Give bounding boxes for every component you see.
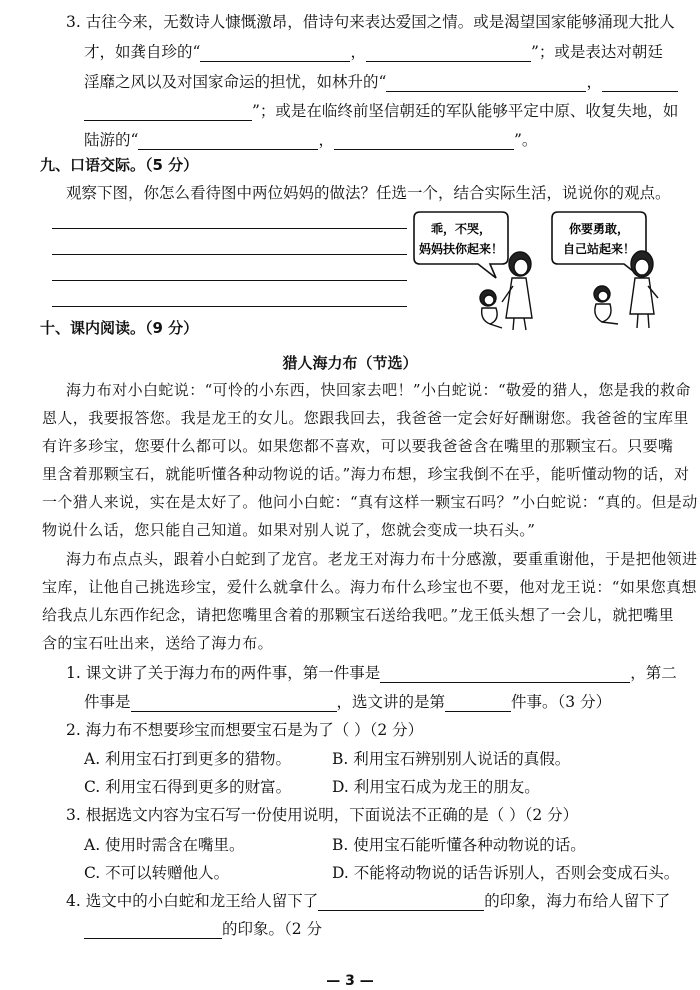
answer-blank[interactable]	[131, 694, 337, 712]
passage-line: 宝库，让他自己挑选珍宝，爱什么就拿什么。海力布什么珍宝也不要，他对龙王说：“如果您真想	[42, 578, 697, 596]
q3-text: 淫靡之风以及对国家命运的担忧，如林升的“	[84, 73, 387, 91]
q3-option-a[interactable]: A. 使用时需含在嘴里。	[84, 836, 245, 854]
writing-line[interactable]	[52, 254, 407, 255]
section-10-heading: 十、课内阅读。（9 分）	[40, 319, 199, 337]
question-text: 1. 课文讲了关于海力布的两件事，第一件事是	[66, 664, 381, 682]
passage-line: 一个猎人来说，实在是太好了。他问小白蛇：“真有这样一颗宝石吗？”小白蛇说：“真的。但是动	[42, 493, 698, 511]
page-number: — 3 —	[326, 973, 374, 989]
question-text: 4. 选文中的小白蛇和龙王给人留下了	[66, 892, 319, 910]
q3-text: ”；或是在临终前坚信朝廷的军队能够平定中原、收复失地，如	[252, 102, 679, 120]
question-text: ，第二	[630, 664, 677, 682]
q3-option-b[interactable]: B. 使用宝石能听懂各种动物说的话。	[332, 836, 586, 854]
question-4-line-1	[66, 891, 700, 911]
bubble-text: 妈妈扶你起来！	[418, 242, 504, 256]
writing-line[interactable]	[52, 306, 407, 307]
answer-blank[interactable]	[200, 44, 350, 62]
question-3: 3. 根据选文内容为宝石写一份使用说明，下面说法不正确的是（ ）（2 分）	[66, 806, 579, 824]
bubble-text: 乖，不哭，	[430, 222, 492, 236]
answer-blank[interactable]	[602, 74, 678, 92]
question-text: 件事。（3 分）	[511, 693, 612, 711]
speech-bubble-left	[414, 212, 508, 278]
answer-blank[interactable]	[318, 893, 484, 911]
question-1-line-2	[84, 692, 700, 712]
question-2: 2. 海力布不想要珍宝而想要宝石是为了（ ）（2 分）	[66, 721, 424, 739]
q2-option-c[interactable]: C. 利用宝石得到更多的财富。	[84, 778, 292, 796]
passage-line: 里含着那颗宝石，就能听懂各种动物说的话。”海力布想，珍宝我倒不在乎，能听懂动物的话，对	[42, 465, 690, 483]
question-text: 的印象，海力布给人留下了	[484, 892, 671, 910]
q3-text: ，	[586, 73, 602, 91]
question-text: 的印象。（2 分	[222, 920, 323, 938]
passage-title: 猎人海力布（节选）	[282, 354, 418, 372]
q3-option-d[interactable]: D. 不能将动物说的话告诉别人，否则会变成石头。	[332, 864, 680, 882]
q3-text: ，	[318, 131, 334, 149]
passage-line: 海力布对小白蛇说：“可怜的小东西，快回家去吧！”小白蛇说：“敬爱的猎人，您是我的救命	[66, 381, 691, 399]
mother-right-figure	[630, 251, 658, 328]
q3-option-c[interactable]: C. 不可以转赠他人。	[84, 864, 230, 882]
bubble-text: 自己站起来！	[562, 242, 636, 256]
bubble-text: 你要勇敢，	[568, 222, 630, 236]
answer-blank[interactable]	[445, 694, 511, 712]
passage-line: 海力布点点头，跟着小白蛇到了龙宫。老龙王对海力布十分感激，要重重谢他，于是把他领进	[66, 550, 698, 568]
q3-line-1	[66, 12, 700, 32]
q3-line-3	[84, 72, 700, 92]
question-4-line-2	[84, 919, 700, 939]
section-9-heading: 九、口语交际。（5 分）	[40, 156, 199, 174]
answer-blank[interactable]	[386, 74, 586, 92]
passage-line: 含的宝石吐出来，送给了海力布。	[42, 634, 274, 652]
q3-line-4	[84, 101, 700, 121]
answer-blank[interactable]	[84, 103, 252, 121]
answer-blank[interactable]	[366, 44, 531, 62]
q2-option-d[interactable]: D. 利用宝石成为龙王的朋友。	[332, 778, 540, 796]
writing-line[interactable]	[52, 228, 407, 229]
q3-text: ”；或是表达对朝廷	[530, 43, 663, 61]
q2-option-b[interactable]: B. 利用宝石辨别别人说话的真假。	[332, 750, 571, 768]
q3-text: 才，如龚自珍的“	[84, 43, 201, 61]
section-9-prompt: 观察下图，你怎么看待图中两位妈妈的做法？任选一个，结合实际生活，说说你的观点。	[66, 184, 671, 202]
question-1-line-1	[66, 663, 700, 683]
q3-text: 3. 古往今来，无数诗人慷慨激昂，借诗句来表达爱国之情。或是渴望国家能够涌现大批人	[66, 13, 675, 31]
q3-text: 陆游的“	[84, 131, 139, 149]
passage-line: 有许多珍宝，您要什么都可以。如果您都不喜欢，可以要我爸爸含在嘴里的那颗宝石。只要嘴	[42, 437, 674, 455]
question-text: 件事是	[84, 693, 131, 711]
passage-line: 物说什么话，您只能自己知道。如果对别人说了，您就会变成一块石头。”	[42, 521, 536, 539]
q2-option-a[interactable]: A. 利用宝石打到更多的猎物。	[84, 750, 292, 768]
q3-line-5	[84, 130, 700, 150]
passage-line: 恩人，我要报答您。我是龙王的女儿。您跟我回去，我爸爸一定会好好酬谢您。我爸爸的宝库里	[42, 409, 689, 427]
answer-blank[interactable]	[380, 665, 630, 683]
writing-line[interactable]	[52, 280, 407, 281]
q3-text: ，	[350, 43, 366, 61]
answer-blank[interactable]	[334, 132, 514, 150]
passage-line: 给我点儿东西作纪念，请把您嘴里含着的那颗宝石送给我吧。”龙王低头想了一会儿，就把嘴里	[42, 606, 674, 624]
answer-blank[interactable]	[138, 132, 318, 150]
mothers-illustration	[410, 206, 672, 334]
question-text: ，选文讲的是第	[336, 693, 446, 711]
q3-text: ”。	[513, 131, 538, 149]
answer-blank[interactable]	[84, 921, 222, 939]
q3-line-2	[84, 42, 700, 62]
